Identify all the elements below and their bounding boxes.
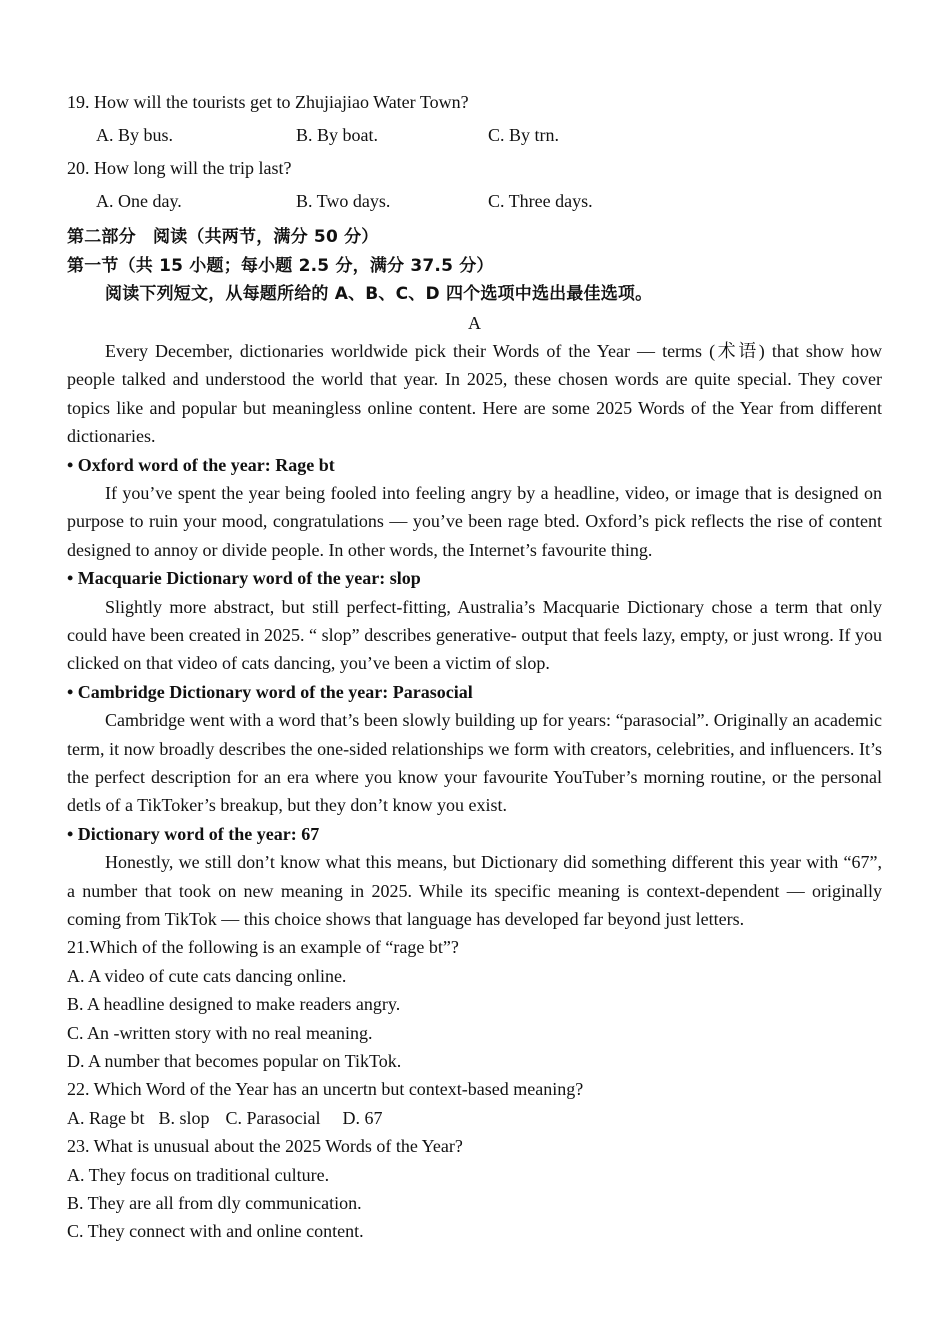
passage-label: A [468, 312, 481, 333]
option-20-c: C. Three days. [488, 190, 593, 211]
option-22-c: C. Parasocial [225, 1107, 321, 1128]
option-23-a: A. They focus on traditional culture. [67, 1164, 330, 1185]
question-19-options [67, 121, 882, 149]
macquarie-paragraph: Slightly more abstract, but still perfect-fitting, Australia’s Macquarie Dictionary chose a term that only could have been created in 2025. “ slop” describes generative- output that feels lazy, empty, or just wrong. If you clicked on that video of cats dancing, you’ve been a victim of slop. [67, 596, 882, 674]
exam-page [67, 88, 882, 1246]
option-23-c: C. They connect with and online content. [67, 1221, 364, 1242]
dictionary-paragraph: Honestly, we still don’t know what this means, but Dictionary did something different this year with “67”, a number that took on new meaning in 2025. While its specific meaning is context-dependent — originally coming from TikTok — this choice shows that language has developed far beyond just letters. [67, 852, 882, 929]
question-22: 22. Which Word of the Year has an uncertn but context-based meaning? [67, 1079, 584, 1100]
option-20-b: B. Two days. [296, 190, 391, 211]
option-22-a: A. Rage bt [67, 1107, 145, 1128]
option-21-a: A. A video of cute cats dancing online. [67, 965, 347, 986]
cambridge-paragraph: Cambridge went with a word that’s been slowly building up for years: “parasocial”. Originally an academic term, it now broadly describes the one-sided relationships we form with creators, celebrities, and influencers. It’s the perfect description for an era where you know your favourite YouTuber’s morning routine, or the personal detls of a TikToker’s breakup, but they don’t know you exist. [67, 710, 882, 816]
passage-intro: Every December, dictionaries worldwide pick their Words of the Year — terms (术语) that show how people talked and understood the world that year. In 2025, these chosen words are quite special. They cover topics like and popular but meaningless online content. Here are some 2025 Words of the Year from different dictionaries. [67, 340, 882, 447]
option-19-a: A. By bus. [96, 124, 174, 145]
option-20-a: A. One day. [96, 190, 182, 211]
oxford-paragraph: If you’ve spent the year being fooled into feeling angry by a headline, video, or image that is designed on purpose to ruin your mood, congratulations — you’ve been rage bted. Oxford’s pick reflects the rise of content designed to annoy or divide people. In other words, the Internet’s favourite thing. [67, 482, 882, 560]
option-19-b: B. By boat. [296, 124, 379, 145]
question-20: 20. How long will the trip last? [67, 157, 292, 178]
macquarie-heading: • Macquarie Dictionary word of the year: slop [67, 568, 421, 589]
option-22-d: D. 67 [342, 1107, 383, 1128]
option-23-b: B. They are all from dly communication. [67, 1192, 362, 1213]
dictionary-heading: • Dictionary word of the year: 67 [67, 823, 320, 844]
question-21: 21.Which of the following is an example of “rage bt”? [67, 937, 459, 958]
option-21-d: D. A number that becomes popular on TikTok. [67, 1050, 402, 1071]
question-20-options [67, 187, 882, 215]
option-21-b: B. A headline designed to make readers angry. [67, 994, 401, 1015]
question-19: 19. How will the tourists get to Zhujiajiao Water Town? [67, 92, 469, 112]
question-23: 23. What is unusual about the 2025 Words of the Year? [67, 1136, 463, 1157]
subsection-title: 第一节（共 15 小题；每小题 2.5 分，满分 37.5 分） [67, 255, 494, 276]
option-21-c: C. An -written story with no real meaning. [67, 1022, 373, 1043]
part-title: 第二部分 阅读（共两节，满分 50 分） [67, 227, 379, 248]
question-22-options [67, 1104, 882, 1132]
cambridge-heading: • Cambridge Dictionary word of the year: Parasocial [67, 681, 473, 702]
option-19-c: C. By trn. [488, 124, 560, 145]
oxford-heading: • Oxford word of the year: Rage bt [67, 454, 335, 475]
instruction: 阅读下列短文，从每题所给的 A、B、C、D 四个选项中选出最佳选项。 [105, 284, 653, 305]
option-22-b: B. slop [158, 1107, 210, 1128]
